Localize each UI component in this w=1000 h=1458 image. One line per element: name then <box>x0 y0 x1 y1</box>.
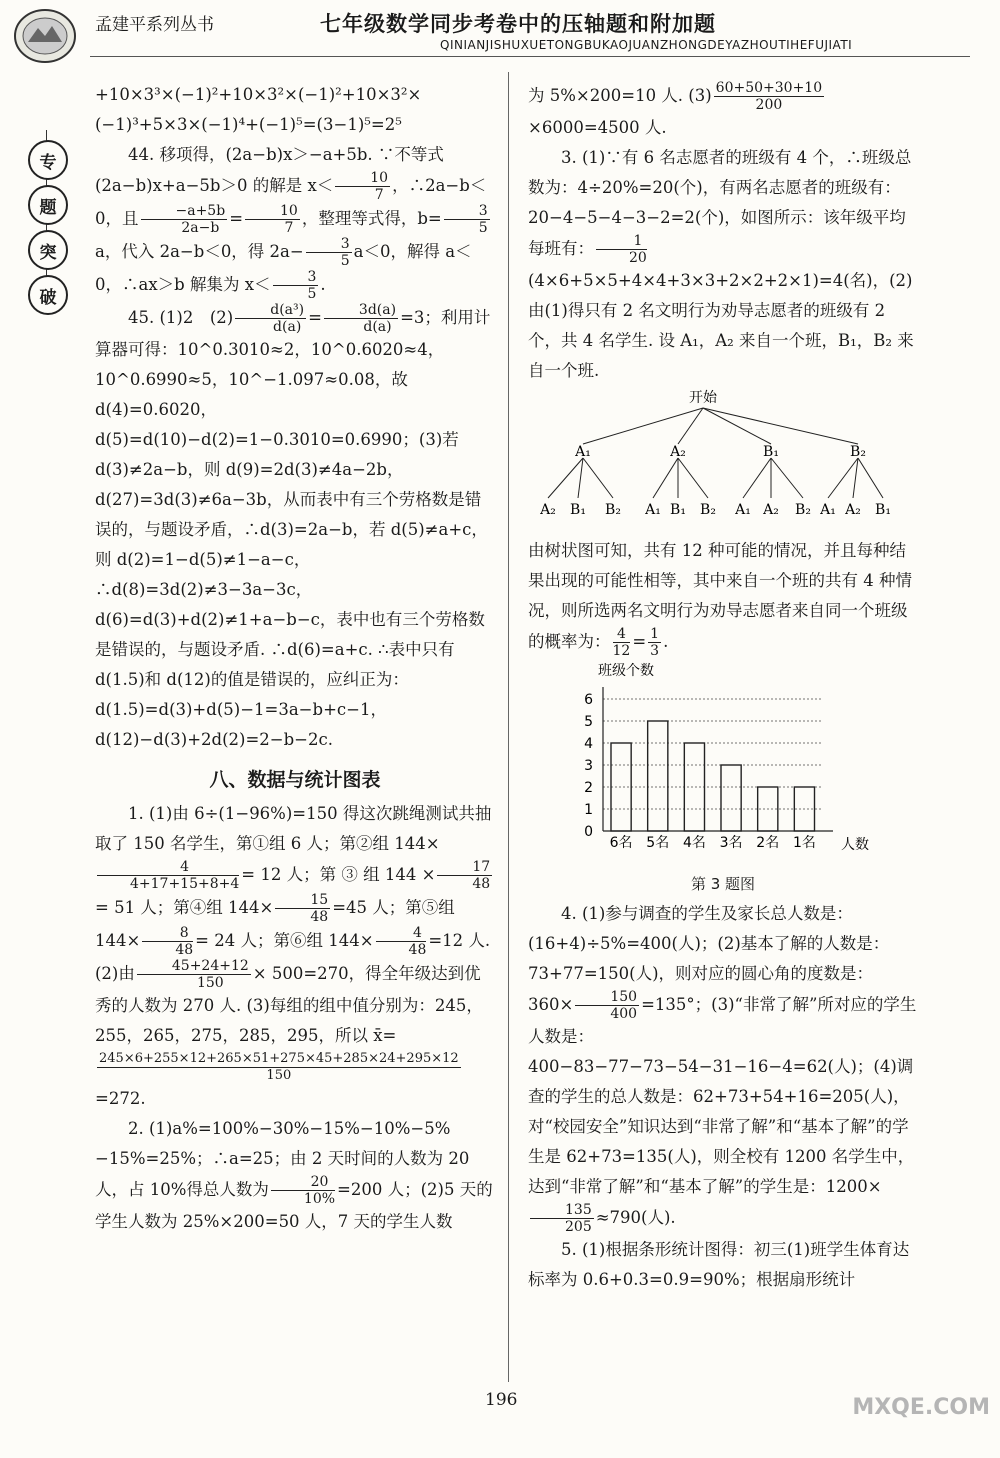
tree-l1-4: B₂ <box>850 444 866 460</box>
q1-mean: $\frac{245\times 6+255\times 12+265\times 51+275\times 45+285\times 24+295\times 12}{150}$ <box>99 1051 459 1083</box>
x-tick-label: 2名 <box>756 835 780 851</box>
y-tick-label: 6 <box>584 692 593 708</box>
bar-chart <box>528 659 918 859</box>
q5: 5. (1)根据条形统计图得：初三(1)班学生体育达标率为 0.6+0.3=0.9=90%；根据扇形统计 <box>528 1240 910 1289</box>
q3: 3. (1)∵有 6 名志愿者的班级有 4 个，∴班级总数为：4÷20%=20(个)，有两名志愿者的班级有：20−4−5−4−3−2=2(个)，如图所示：该年级平均每班有： $\frac{1}{20}$ (4×6+5×5+4×4+3×3+2×2+2×1)=4(名)，(2)由(1)得只有 2 名文明行为劝导志愿者的班级有 2 个，共 4 名学生. 设 A₁，A₂ 来自一个班，B₁，B₂ 来自一个班. <box>528 148 914 380</box>
tree-diagram <box>528 386 918 526</box>
y-tick-label: 4 <box>584 736 593 752</box>
bar <box>648 721 668 831</box>
tree-leaf: B₂ <box>795 502 811 518</box>
tree-leaf: A₁ <box>645 502 661 518</box>
tree-root: 开始 <box>689 390 717 406</box>
section-title: 八、数据与统计图表 <box>209 769 381 791</box>
y-tick-label: 0 <box>584 824 593 840</box>
page-number: 196 <box>485 1390 518 1410</box>
side-tab-4: 破 <box>28 275 68 315</box>
tree-l1-2: A₂ <box>670 444 686 460</box>
chart-caption: 第 3 题图 <box>690 875 756 893</box>
q2-cont: 为 5%×200=10 人. (3) $\frac{60+50+30+10}{200}$ ×6000=4500 人. <box>528 80 823 137</box>
q43-line1: +10×3³×(−1)²+10×3²×(−1)²+10×3²× <box>95 85 422 104</box>
y-tick-label: 5 <box>584 714 593 730</box>
x-axis-label: 人数 <box>841 837 869 853</box>
y-tick-label: 2 <box>584 780 593 796</box>
side-tab-1: 专 <box>28 140 68 180</box>
y-axis-label: 班级个数 <box>598 663 654 679</box>
q1-result: =272. <box>95 1089 146 1108</box>
q1: 1. (1)由 6÷(1−96%)=150 得这次跳绳测试共抽取了 150 名学生，第①组 6 人；第②组 144× $\frac{4}{4+17+15+8+4}$ = 12 人；第 ③ 组 144 × $\frac{17}{48}$ = 51 人；第④组 144× $\frac{15}{48}$ =45 人；第⑤组 144× $\frac{8}{48}$ = 24 人；第⑥组 144× $\frac{4}{48}$ =12 人. (2)由 $\frac{45+24+12}{150}$ × 500=270，得全年级达到优秀的人数为 270 人. (3)每组的组中值分别为：245，255，265，275，285，295，所以 x̄= <box>95 804 507 1045</box>
q44: 44. 移项得，(2a−b)x＞−a+5b. ∵不等式(2a−b)x+a−5b＞0 的解是 x＜ $\frac{10}{7}$ ，∴2a−b＜0，且 $\frac{-a+5b}{2a-b}$ = $\frac{10}{7}$ ，整理等式得，b= $\frac{3}{5}$ a，代入 2a−b＜0，得 2a− $\frac{3}{5}$ a＜0，解得 a＜0，∴ax＞b 解集为 x＜ $\frac{3}{5}$ . <box>95 145 488 302</box>
x-tick-label: 3名 <box>719 835 743 851</box>
book-title-pinyin: QINIANJISHUXUETONGBUKAOJUANZHONGDEYAZHOUTIHEFUJIATI <box>440 38 853 52</box>
q45: 45. (1)2 (2) $\frac{\text{d(a³)}}{d(a)}$ = $\frac{3d(a)}{d(a)}$ =3；利用计算器可得：10^0.3010≈2，10^0.6020≈4，10^0.6990≈5，10^−1.097≈0.08，故 d(4)=0.6020，d(5)=d(10)−d(2)=1−0.3010=0.6990；(3)若 d(3)≠2a−b，则 d(9)=2d(3)≠4a−2b，d(27)=3d(3)≠6a−3b，从而表中有三个劳格数是错误的，与题设矛盾，∴d(3)=2a−b，若 d(5)≠a+c，则 d(2)=1−d(5)≠1−a−c，∴d(8)=3d(2)≠3−3a−3c，d(6)=d(3)+d(2)≠1+a−b−c，表中也有三个劳格数是错误的，与题设矛盾. ∴d(6)=a+c. ∴表中只有 d(1.5)和 d(12)的值是错误的，应纠正为：d(1.5)=d(3)+d(5)−1=3a−b+c−1，d(12)−d(3)+2d(2)=2−b−2c. <box>95 302 491 749</box>
x-tick-label: 1名 <box>792 835 816 851</box>
side-tab-2: 题 <box>28 185 68 225</box>
tree-leaf: B₂ <box>605 502 621 518</box>
tree-leaf: B₂ <box>700 502 716 518</box>
left-column <box>95 80 507 1237</box>
tree-leaf: B₁ <box>570 502 586 518</box>
q4: 4. (1)参与调查的学生及家长总人数是：(16+4)÷5%=400(人)；(2)基本了解的人数是：73+77=150(人)，则对应的圆心角的度数是：360× $\frac{150}{400}$ =135°；(3)“非常了解”所对应的学生人数是：400−83−77−73−54−31−16−4=62(人)；(4)调查的学生的总人数是：62+73+54+16=205(人)，对“校园安全”知识达到“非常了解”和“基本了解”的学生是 62+73=135(人)，则全校有 1200 名学生中，达到“非常了解”和“基本了解”的学生是：1200× $\frac{135}{205}$ ≈790(人). <box>528 904 917 1235</box>
tree-leaf: B₁ <box>670 502 686 518</box>
tree-l1-1: A₁ <box>575 444 591 460</box>
tree-leaf: A₂ <box>845 502 861 518</box>
header-rule <box>90 56 970 57</box>
watermark: MXQE.COM <box>852 1395 990 1420</box>
tree-leaf: B₁ <box>875 502 891 518</box>
series-logo <box>10 6 80 66</box>
tree-l1-3: B₁ <box>763 444 779 460</box>
right-column <box>528 80 918 1295</box>
y-tick-label: 3 <box>584 758 593 774</box>
bar <box>721 765 741 831</box>
x-tick-label: 4名 <box>682 835 706 851</box>
tree-leaf: A₁ <box>820 502 836 518</box>
q43-line2: (−1)³+5×3×(−1)⁴+(−1)⁵=(3−1)⁵=2⁵ <box>95 115 402 134</box>
tree-leaf: A₂ <box>540 502 556 518</box>
y-tick-label: 1 <box>584 802 593 818</box>
tree-leaf: A₁ <box>735 502 751 518</box>
q3-probability: 由树状图可知，共有 12 种可能的情况，并且每种结果出现的可能性相等，其中来自一个班的共有 4 种情况，则所选两名文明行为劝导志愿者来自同一个班级的概率为： $\frac{4}{12}$ = $\frac{1}{3}$ . <box>528 541 912 659</box>
series-name: 孟建平系列丛书 <box>95 15 214 35</box>
tree-leaf: A₂ <box>763 502 779 518</box>
x-tick-label: 6名 <box>609 835 633 851</box>
side-tab-3: 突 <box>28 230 68 270</box>
q2: 2. (1)a%=100%−30%−15%−10%−5%−15%=25%；∴a=25；由 2 天时间的人数为 20 人，占 10%得总人数为 $\frac{20}{10\%}$ =200 人；(2)5 天的学生人数为 25%×200=50 人，7 天的学生人数 <box>95 1119 493 1231</box>
x-tick-label: 5名 <box>646 835 670 851</box>
book-title: 七年级数学同步考卷中的压轴题和附加题 <box>320 11 716 36</box>
column-divider <box>508 72 509 1382</box>
